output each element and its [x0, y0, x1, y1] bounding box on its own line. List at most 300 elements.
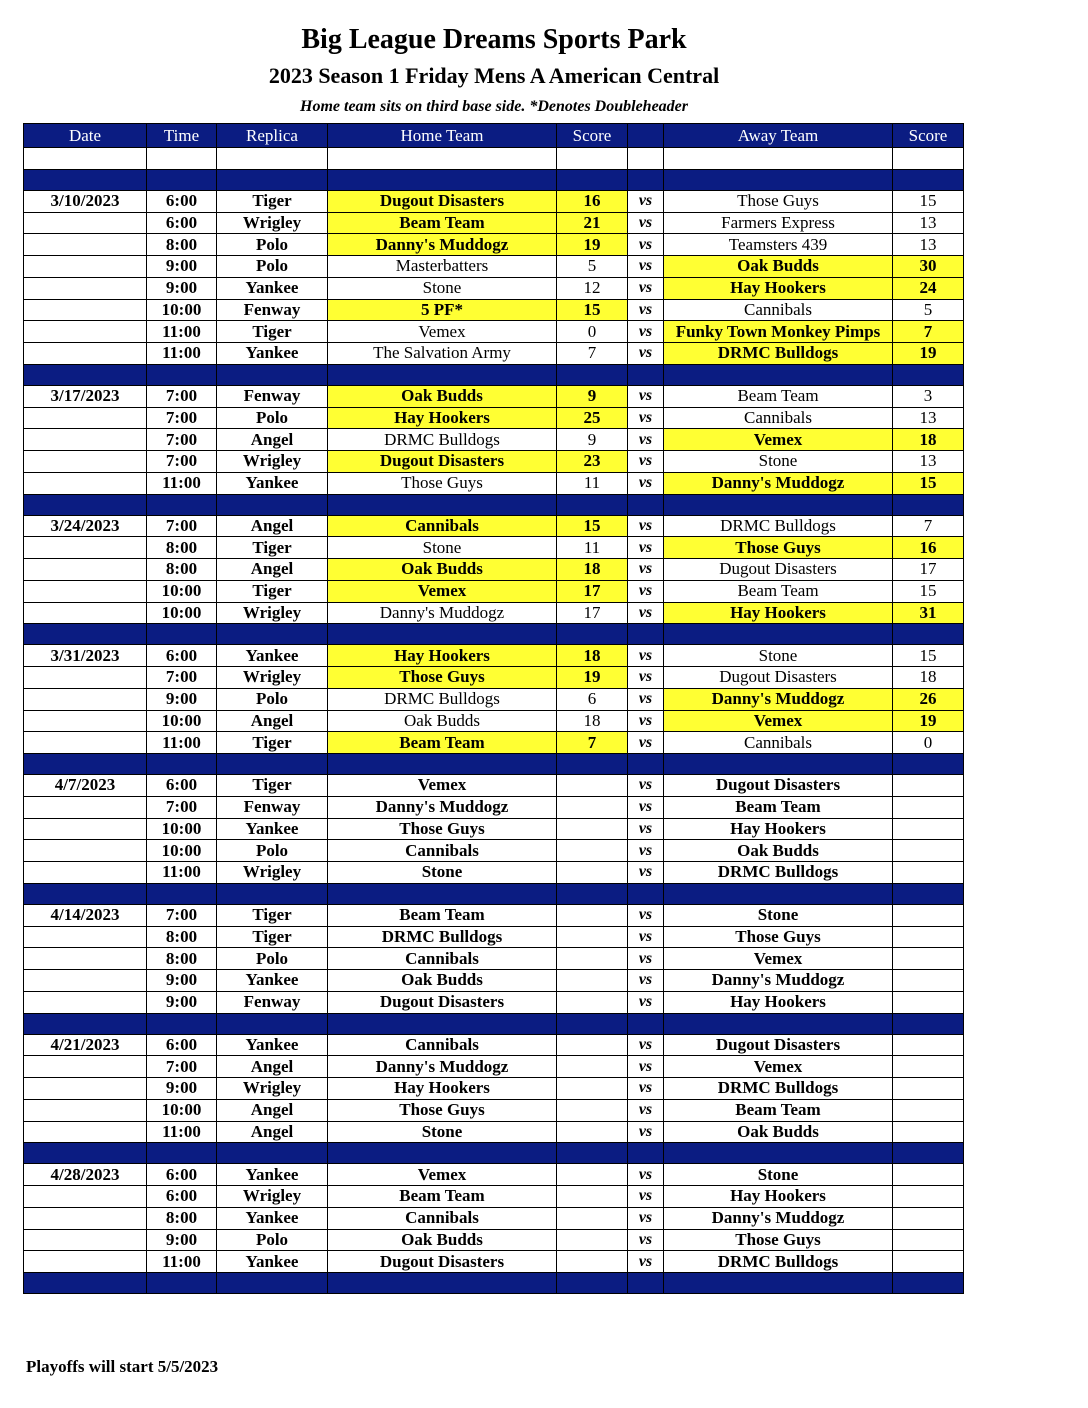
time-cell: 11:00: [147, 343, 217, 365]
time-cell: 11:00: [147, 1251, 217, 1273]
replica-cell: Yankee: [217, 1207, 328, 1229]
vs-cell: vs: [628, 299, 664, 321]
away-score-cell: [893, 1164, 964, 1186]
separator-cell: [328, 169, 557, 190]
date-cell-empty: [24, 840, 147, 862]
home-team-cell: DRMC Bulldogs: [328, 688, 557, 710]
game-row: [24, 948, 964, 970]
time-cell: 8:00: [147, 537, 217, 559]
game-row: [24, 645, 964, 667]
home-score-cell: [557, 775, 628, 797]
home-team-cell: Hay Hookers: [328, 645, 557, 667]
time-cell: 11:00: [147, 321, 217, 343]
home-score-cell: 19: [557, 667, 628, 689]
game-row: [24, 991, 964, 1013]
col-header-replica: Replica: [217, 124, 328, 148]
home-team-cell: Stone: [328, 862, 557, 884]
away-team-cell: Cannibals: [664, 299, 893, 321]
date-cell-empty: [24, 1251, 147, 1273]
home-score-cell: [557, 1207, 628, 1229]
separator-cell: [147, 1273, 217, 1294]
vs-cell: vs: [628, 1207, 664, 1229]
time-cell: 6:00: [147, 1034, 217, 1056]
away-team-cell: Oak Budds: [664, 1121, 893, 1143]
separator-cell: [628, 1143, 664, 1164]
separator-cell: [217, 1273, 328, 1294]
home-score-cell: 12: [557, 277, 628, 299]
replica-cell: Fenway: [217, 796, 328, 818]
home-score-cell: 7: [557, 732, 628, 754]
away-team-cell: Vemex: [664, 1056, 893, 1078]
game-row: [24, 1164, 964, 1186]
away-score-cell: [893, 1207, 964, 1229]
vs-cell: vs: [628, 1121, 664, 1143]
away-score-cell: [893, 1186, 964, 1208]
time-cell: 9:00: [147, 991, 217, 1013]
away-team-cell: Beam Team: [664, 385, 893, 407]
replica-cell: Yankee: [217, 645, 328, 667]
away-team-cell: Danny's Muddogz: [664, 472, 893, 494]
home-team-cell: Stone: [328, 537, 557, 559]
replica-cell: Angel: [217, 1121, 328, 1143]
game-row: [24, 1099, 964, 1121]
separator-cell: [893, 494, 964, 515]
separator-cell: [893, 754, 964, 775]
separator-cell: [328, 883, 557, 904]
date-cell-empty: [24, 1121, 147, 1143]
time-cell: 7:00: [147, 667, 217, 689]
replica-cell: Wrigley: [217, 1186, 328, 1208]
separator-cell: [664, 364, 893, 385]
replica-cell: Yankee: [217, 1251, 328, 1273]
away-score-cell: 15: [893, 580, 964, 602]
away-score-cell: [893, 1034, 964, 1056]
date-cell-empty: [24, 1056, 147, 1078]
separator-cell: [557, 1013, 628, 1034]
home-score-cell: 11: [557, 472, 628, 494]
home-team-cell: DRMC Bulldogs: [328, 429, 557, 451]
home-team-cell: Vemex: [328, 775, 557, 797]
replica-cell: Fenway: [217, 991, 328, 1013]
game-row: [24, 1207, 964, 1229]
replica-cell: Yankee: [217, 818, 328, 840]
away-score-cell: [893, 796, 964, 818]
date-cell-empty: [24, 1186, 147, 1208]
separator-cell: [217, 364, 328, 385]
date-cell-empty: [24, 796, 147, 818]
away-score-cell: 13: [893, 451, 964, 473]
home-team-cell: Danny's Muddogz: [328, 234, 557, 256]
home-team-cell: Oak Budds: [328, 970, 557, 992]
away-score-cell: 7: [893, 321, 964, 343]
time-cell: 11:00: [147, 862, 217, 884]
home-score-cell: 23: [557, 451, 628, 473]
away-team-cell: Hay Hookers: [664, 602, 893, 624]
home-team-cell: Dugout Disasters: [328, 1251, 557, 1273]
game-row: [24, 1121, 964, 1143]
separator-cell: [24, 364, 147, 385]
replica-cell: Angel: [217, 710, 328, 732]
away-team-cell: Danny's Muddogz: [664, 688, 893, 710]
time-cell: 10:00: [147, 1099, 217, 1121]
away-team-cell: DRMC Bulldogs: [664, 343, 893, 365]
date-cell-empty: [24, 537, 147, 559]
time-cell: 10:00: [147, 710, 217, 732]
replica-cell: Wrigley: [217, 862, 328, 884]
separator-cell: [217, 754, 328, 775]
away-score-cell: 15: [893, 190, 964, 212]
away-team-cell: Danny's Muddogz: [664, 970, 893, 992]
game-row: [24, 775, 964, 797]
date-cell-empty: [24, 321, 147, 343]
time-cell: 6:00: [147, 1164, 217, 1186]
blank-cell: [24, 148, 147, 170]
replica-cell: Angel: [217, 1056, 328, 1078]
away-team-cell: Those Guys: [664, 537, 893, 559]
date-cell: 3/31/2023: [24, 645, 147, 667]
replica-cell: Angel: [217, 515, 328, 537]
replica-cell: Angel: [217, 559, 328, 581]
date-cell-empty: [24, 732, 147, 754]
date-cell-empty: [24, 277, 147, 299]
game-row: [24, 862, 964, 884]
separator-cell: [557, 883, 628, 904]
vs-cell: vs: [628, 991, 664, 1013]
separator-cell: [893, 364, 964, 385]
col-header-home-team: Home Team: [328, 124, 557, 148]
col-header-away-team: Away Team: [664, 124, 893, 148]
vs-cell: vs: [628, 190, 664, 212]
date-cell-empty: [24, 1078, 147, 1100]
replica-cell: Tiger: [217, 190, 328, 212]
replica-cell: Yankee: [217, 343, 328, 365]
away-team-cell: Those Guys: [664, 926, 893, 948]
separator-cell: [24, 169, 147, 190]
game-row: [24, 212, 964, 234]
time-cell: 6:00: [147, 212, 217, 234]
week-separator: [24, 883, 964, 904]
home-team-cell: Cannibals: [328, 1034, 557, 1056]
vs-cell: vs: [628, 818, 664, 840]
separator-cell: [147, 169, 217, 190]
away-team-cell: Oak Budds: [664, 840, 893, 862]
away-score-cell: [893, 862, 964, 884]
time-cell: 6:00: [147, 1186, 217, 1208]
home-score-cell: [557, 970, 628, 992]
separator-cell: [664, 1143, 893, 1164]
game-row: [24, 1034, 964, 1056]
date-cell-empty: [24, 472, 147, 494]
game-row: [24, 277, 964, 299]
date-cell: 4/7/2023: [24, 775, 147, 797]
week-separator: [24, 1273, 964, 1294]
home-score-cell: 17: [557, 580, 628, 602]
game-row: [24, 904, 964, 926]
vs-cell: vs: [628, 385, 664, 407]
replica-cell: Polo: [217, 840, 328, 862]
home-team-cell: Those Guys: [328, 472, 557, 494]
time-cell: 6:00: [147, 190, 217, 212]
vs-cell: vs: [628, 256, 664, 278]
separator-cell: [24, 1273, 147, 1294]
separator-cell: [147, 883, 217, 904]
separator-cell: [893, 1273, 964, 1294]
separator-cell: [628, 494, 664, 515]
away-team-cell: Stone: [664, 645, 893, 667]
home-team-cell: Vemex: [328, 321, 557, 343]
separator-cell: [557, 624, 628, 645]
home-score-cell: 18: [557, 710, 628, 732]
home-team-cell: Beam Team: [328, 732, 557, 754]
home-score-cell: 7: [557, 343, 628, 365]
separator-cell: [557, 754, 628, 775]
home-score-cell: [557, 1164, 628, 1186]
time-cell: 11:00: [147, 1121, 217, 1143]
game-row: [24, 818, 964, 840]
home-team-cell: Those Guys: [328, 1099, 557, 1121]
blank-cell: [664, 148, 893, 170]
game-row: [24, 407, 964, 429]
game-row: [24, 667, 964, 689]
away-score-cell: 13: [893, 212, 964, 234]
separator-cell: [557, 1143, 628, 1164]
home-score-cell: [557, 904, 628, 926]
separator-cell: [24, 754, 147, 775]
date-cell-empty: [24, 667, 147, 689]
date-cell-empty: [24, 343, 147, 365]
home-team-cell: Hay Hookers: [328, 1078, 557, 1100]
vs-cell: vs: [628, 1078, 664, 1100]
home-team-cell: Hay Hookers: [328, 407, 557, 429]
date-cell: 4/21/2023: [24, 1034, 147, 1056]
game-row: [24, 926, 964, 948]
game-row: [24, 256, 964, 278]
vs-cell: vs: [628, 407, 664, 429]
time-cell: 8:00: [147, 559, 217, 581]
time-cell: 8:00: [147, 926, 217, 948]
replica-cell: Tiger: [217, 580, 328, 602]
time-cell: 9:00: [147, 688, 217, 710]
away-score-cell: 17: [893, 559, 964, 581]
away-score-cell: 3: [893, 385, 964, 407]
away-score-cell: 18: [893, 429, 964, 451]
away-score-cell: [893, 948, 964, 970]
separator-cell: [328, 1273, 557, 1294]
replica-cell: Polo: [217, 688, 328, 710]
home-score-cell: 15: [557, 515, 628, 537]
separator-cell: [147, 624, 217, 645]
home-score-cell: [557, 818, 628, 840]
separator-cell: [628, 1273, 664, 1294]
home-score-cell: 9: [557, 429, 628, 451]
home-score-cell: 18: [557, 559, 628, 581]
separator-cell: [628, 624, 664, 645]
time-cell: 10:00: [147, 580, 217, 602]
vs-cell: vs: [628, 277, 664, 299]
separator-cell: [557, 169, 628, 190]
vs-cell: vs: [628, 840, 664, 862]
separator-cell: [24, 624, 147, 645]
date-cell-empty: [24, 602, 147, 624]
away-score-cell: [893, 1078, 964, 1100]
blank-row: [24, 148, 964, 170]
away-team-cell: DRMC Bulldogs: [664, 1078, 893, 1100]
home-score-cell: 0: [557, 321, 628, 343]
away-score-cell: 18: [893, 667, 964, 689]
vs-cell: vs: [628, 1186, 664, 1208]
game-row: [24, 343, 964, 365]
home-team-cell: Danny's Muddogz: [328, 1056, 557, 1078]
vs-cell: vs: [628, 904, 664, 926]
away-score-cell: [893, 1056, 964, 1078]
separator-cell: [664, 1273, 893, 1294]
away-score-cell: 13: [893, 234, 964, 256]
home-team-cell: Stone: [328, 1121, 557, 1143]
away-team-cell: Hay Hookers: [664, 1186, 893, 1208]
game-row: [24, 1056, 964, 1078]
separator-cell: [147, 494, 217, 515]
game-row: [24, 580, 964, 602]
blank-cell: [328, 148, 557, 170]
separator-cell: [893, 1013, 964, 1034]
vs-cell: vs: [628, 537, 664, 559]
date-cell-empty: [24, 234, 147, 256]
game-row: [24, 1186, 964, 1208]
replica-cell: Yankee: [217, 1164, 328, 1186]
away-score-cell: 24: [893, 277, 964, 299]
separator-cell: [328, 494, 557, 515]
time-cell: 9:00: [147, 277, 217, 299]
separator-cell: [664, 1013, 893, 1034]
away-team-cell: Vemex: [664, 710, 893, 732]
home-team-cell: Oak Budds: [328, 1229, 557, 1251]
date-cell-empty: [24, 1229, 147, 1251]
separator-cell: [328, 624, 557, 645]
away-team-cell: Beam Team: [664, 580, 893, 602]
vs-cell: vs: [628, 1099, 664, 1121]
home-score-cell: [557, 1251, 628, 1273]
replica-cell: Fenway: [217, 299, 328, 321]
home-score-cell: 15: [557, 299, 628, 321]
away-team-cell: Vemex: [664, 948, 893, 970]
date-cell-empty: [24, 818, 147, 840]
replica-cell: Polo: [217, 948, 328, 970]
game-row: [24, 710, 964, 732]
date-cell-empty: [24, 407, 147, 429]
away-team-cell: Dugout Disasters: [664, 667, 893, 689]
date-cell-empty: [24, 451, 147, 473]
home-team-cell: Oak Budds: [328, 559, 557, 581]
away-team-cell: Stone: [664, 904, 893, 926]
home-team-cell: Vemex: [328, 580, 557, 602]
date-cell-empty: [24, 559, 147, 581]
away-team-cell: DRMC Bulldogs: [664, 862, 893, 884]
vs-cell: vs: [628, 970, 664, 992]
vs-cell: vs: [628, 321, 664, 343]
blank-cell: [893, 148, 964, 170]
away-score-cell: [893, 1229, 964, 1251]
separator-cell: [24, 1143, 147, 1164]
home-team-cell: Those Guys: [328, 818, 557, 840]
header-row: [24, 124, 964, 148]
home-score-cell: [557, 1034, 628, 1056]
date-cell-empty: [24, 970, 147, 992]
game-row: [24, 970, 964, 992]
home-team-cell: Cannibals: [328, 1207, 557, 1229]
home-score-cell: [557, 926, 628, 948]
replica-cell: Yankee: [217, 970, 328, 992]
away-team-cell: Dugout Disasters: [664, 775, 893, 797]
replica-cell: Angel: [217, 429, 328, 451]
vs-cell: vs: [628, 515, 664, 537]
away-score-cell: 0: [893, 732, 964, 754]
away-score-cell: [893, 840, 964, 862]
col-header-away-score: Score: [893, 124, 964, 148]
separator-cell: [893, 624, 964, 645]
away-team-cell: Danny's Muddogz: [664, 1207, 893, 1229]
separator-cell: [328, 1143, 557, 1164]
away-team-cell: Hay Hookers: [664, 818, 893, 840]
time-cell: 11:00: [147, 732, 217, 754]
week-separator: [24, 494, 964, 515]
home-team-cell: Those Guys: [328, 667, 557, 689]
separator-cell: [24, 883, 147, 904]
vs-cell: vs: [628, 667, 664, 689]
game-row: [24, 537, 964, 559]
time-cell: 6:00: [147, 775, 217, 797]
separator-cell: [628, 754, 664, 775]
separator-cell: [664, 754, 893, 775]
date-cell-empty: [24, 926, 147, 948]
vs-cell: vs: [628, 1164, 664, 1186]
vs-cell: vs: [628, 948, 664, 970]
replica-cell: Tiger: [217, 732, 328, 754]
replica-cell: Polo: [217, 256, 328, 278]
date-cell: 3/17/2023: [24, 385, 147, 407]
game-row: [24, 429, 964, 451]
time-cell: 9:00: [147, 1229, 217, 1251]
vs-cell: vs: [628, 710, 664, 732]
away-team-cell: Dugout Disasters: [664, 1034, 893, 1056]
away-score-cell: [893, 1099, 964, 1121]
time-cell: 10:00: [147, 840, 217, 862]
vs-cell: vs: [628, 234, 664, 256]
game-row: [24, 688, 964, 710]
away-team-cell: Vemex: [664, 429, 893, 451]
separator-cell: [217, 1143, 328, 1164]
vs-cell: vs: [628, 1229, 664, 1251]
away-team-cell: Dugout Disasters: [664, 559, 893, 581]
home-score-cell: [557, 991, 628, 1013]
home-score-cell: 18: [557, 645, 628, 667]
col-header-date: Date: [24, 124, 147, 148]
home-team-cell: Cannibals: [328, 840, 557, 862]
time-cell: 7:00: [147, 407, 217, 429]
replica-cell: Polo: [217, 234, 328, 256]
away-score-cell: 19: [893, 343, 964, 365]
date-cell-empty: [24, 299, 147, 321]
game-row: [24, 1251, 964, 1273]
home-score-cell: [557, 840, 628, 862]
time-cell: 11:00: [147, 472, 217, 494]
time-cell: 7:00: [147, 796, 217, 818]
home-score-cell: 6: [557, 688, 628, 710]
date-cell: 4/28/2023: [24, 1164, 147, 1186]
vs-cell: vs: [628, 645, 664, 667]
blank-cell: [217, 148, 328, 170]
away-team-cell: Teamsters 439: [664, 234, 893, 256]
game-row: [24, 840, 964, 862]
